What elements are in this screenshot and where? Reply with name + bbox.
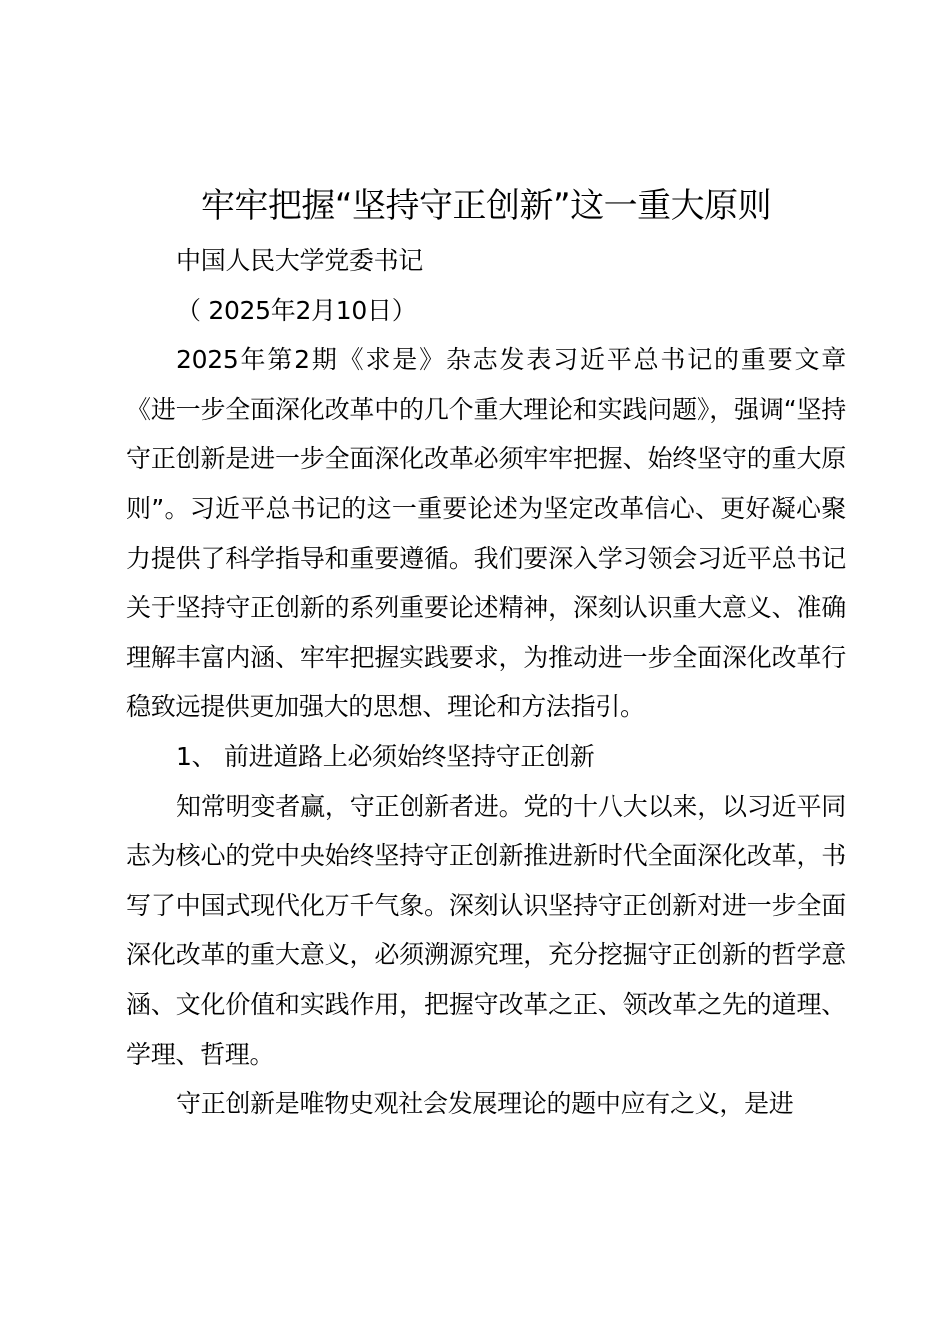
author-line: 中国人民大学党委书记 — [176, 246, 424, 275]
section-heading-1: 1、 前进道路上必须始终坚持守正创新 — [176, 741, 595, 771]
body-paragraph-2: 知常明变者赢，守正创新者进。党的十八大以来，以习近平同志为核心的党中央始终坚持守正创新推进新时代全面深化改革，书写了中国式现代化万千气象。深刻认识坚持守正创新对进一步全面深化改革的重大意义，必须溯源究理，充分挖掘守正创新的哲学意涵、文化价值和实践作用，把握守改革之正、领改革之先的道理、学理、哲理。 — [126, 791, 846, 1069]
body-paragraph-3: 守正创新是唯物史观社会发展理论的题中应有之义，是进 — [176, 1089, 794, 1119]
body-paragraph-1: 2025年第2期《求是》杂志发表习近平总书记的重要文章《进一步全面深化改革中的几个重大理论和实践问题》，强调“坚持守正创新是进一步全面深化改革必须牢牢把握、始终坚守的重大原则”。习近平总书记的这一重要论述为坚定改革信心、更好凝心聚力提供了科学指导和重要遵循。我们要深入学习领会习近平总书记关于坚持守正创新的系列重要论述精神，深刻认识重大意义、准确理解丰富内涵、牢牢把握实践要求，为推动进一步全面深化改革行稳致远提供更加强大的思想、理论和方法指引。 — [126, 345, 846, 722]
document-title: 牢牢把握“坚持守正创新”这一重大原则 — [200, 186, 772, 226]
document-page — [126, 178, 846, 1129]
date-line: （ 2025年2月10日） — [176, 295, 417, 325]
